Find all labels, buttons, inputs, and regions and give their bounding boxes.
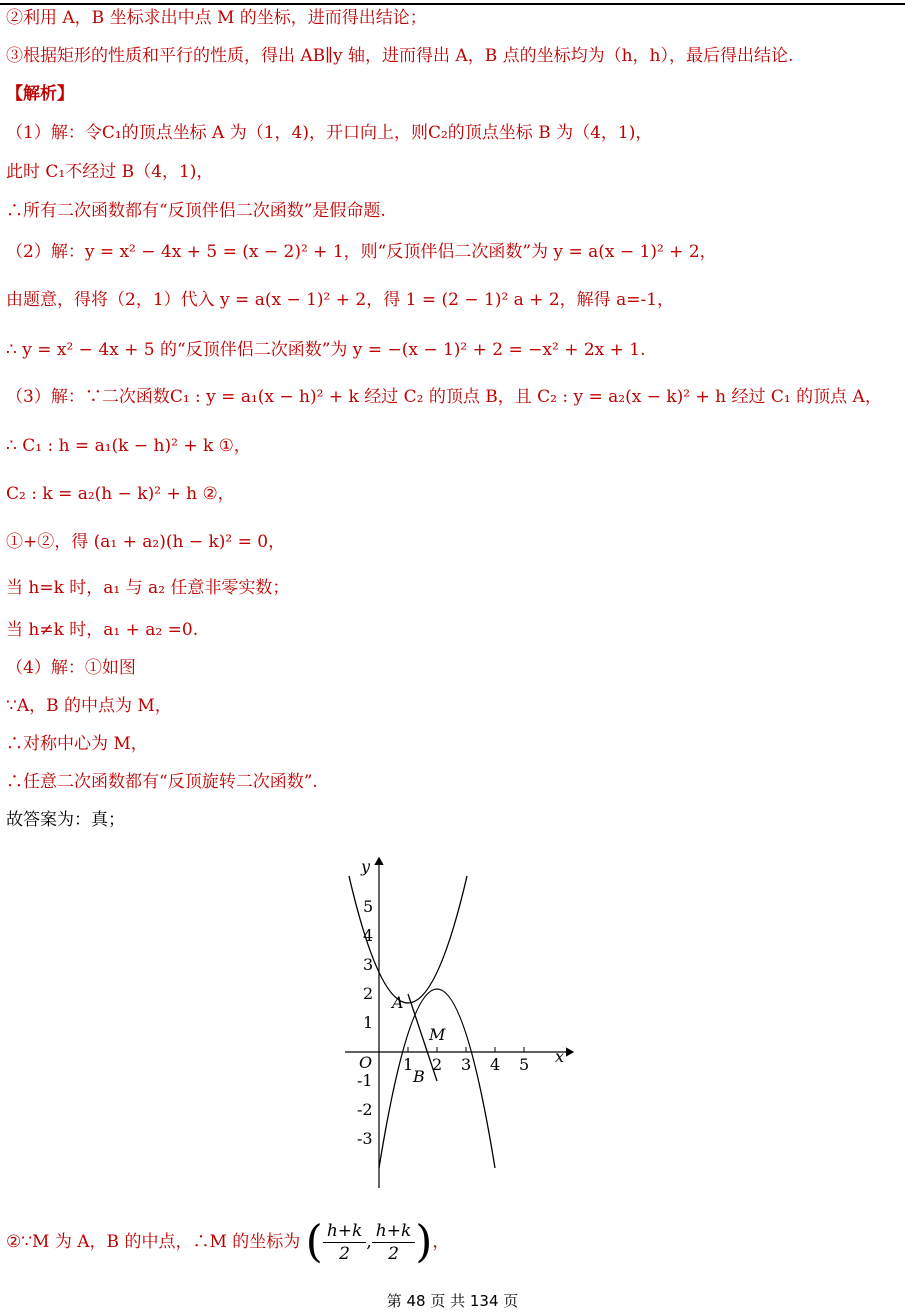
text-line-1: ②利用 A，B 坐标求出中点 M 的坐标，进而得出结论； — [6, 8, 427, 28]
text-line-8: 由题意，得将（2，1）代入 y = a(x − 1)² + 2，得 1 = (2 − 1)² a + 2，解得 a=-1， — [6, 290, 675, 310]
x-tick-1: 1 — [403, 1055, 414, 1074]
page-footer: 第 48 页 共 134 页 — [386, 1292, 519, 1310]
point-b-label: B — [413, 1067, 425, 1086]
fraction-y-numerator: h+k — [372, 1220, 416, 1243]
text-line-18: ∴对称中心为 M， — [6, 734, 148, 754]
y-tick-1: 1 — [363, 1013, 374, 1032]
y-tick-neg3: -3 — [357, 1129, 373, 1148]
midpoint-suffix: ， — [432, 1232, 450, 1252]
text-line-13: ①+②，得 (a₁ + a₂)(h − k)² = 0， — [6, 532, 286, 552]
text-line-20: 故答案为：真； — [6, 810, 125, 830]
text-line-7: （2）解：y = x² − 4x + 5 = (x − 2)² + 1，则“反顶伴侣二次函数”为 y = a(x − 1)² + 2， — [6, 242, 717, 262]
text-line-15: 当 h≠k 时，a₁ + a₂ =0. — [6, 620, 199, 640]
x-axis-label: x — [555, 1047, 565, 1066]
lower-parabola — [379, 989, 495, 1168]
midpoint-text: ②∵M 为 A，B 的中点，∴M 的坐标为 — [6, 1232, 301, 1252]
y-tick-3: 3 — [363, 955, 374, 974]
text-line-4: （1）解：令C₁的顶点坐标 A 为（1，4)，开口向上，则C₂的顶点坐标 B 为（4，1)， — [6, 123, 653, 143]
y-tick-neg2: -2 — [357, 1100, 373, 1119]
fraction-x-numerator: h+k — [323, 1220, 367, 1243]
fraction-y — [372, 1220, 416, 1265]
midpoint-line: ②∵M 为 A，B 的中点，∴M 的坐标为 ( $\frac{h+k}{2}$ , $\frac{h+k}{2}$ )， — [6, 1216, 450, 1268]
fraction-x — [323, 1220, 367, 1265]
x-tick-2: 2 — [432, 1055, 443, 1074]
point-m-label: M — [429, 1025, 446, 1044]
text-line-11: ∴ C₁ : h = a₁(k − h)² + k ①， — [6, 436, 251, 456]
y-axis-label: y — [361, 857, 371, 876]
y-tick-2: 2 — [363, 984, 374, 1003]
text-line-2: ③根据矩形的性质和平行的性质，得出 AB∥y 轴，进而得出 A，B 点的坐标均为（h，h），最后得出结论. — [6, 46, 794, 66]
y-tick-5: 5 — [363, 897, 374, 916]
fraction-y-denominator: 2 — [388, 1244, 399, 1264]
top-rule — [0, 3, 905, 5]
text-line-12: C₂ : k = a₂(h − k)² + h ②， — [6, 484, 235, 504]
text-line-14: 当 h=k 时，a₁ 与 a₂ 任意非零实数； — [6, 578, 290, 598]
text-line-9: ∴ y = x² − 4x + 5 的“反顶伴侣二次函数”为 y = −(x − 1)² + 2 = −x² + 2x + 1. — [6, 340, 646, 360]
point-a-label: A — [392, 993, 404, 1012]
x-tick-3: 3 — [461, 1055, 472, 1074]
text-line-17: ∵A，B 的中点为 M， — [6, 696, 172, 716]
y-tick-4: 4 — [363, 926, 374, 945]
text-line-10: （3）解：∵二次函数C₁ : y = a₁(x − h)² + k 经过 C₂ 的顶点 B，且 C₂ : y = a₂(x − k)² + h 经过 C₁ 的顶点 A， — [6, 387, 882, 407]
analysis-heading: 【解析】 — [6, 84, 74, 104]
x-tick-4: 4 — [490, 1055, 501, 1074]
x-tick-5: 5 — [519, 1055, 530, 1074]
parabola-graph — [325, 848, 585, 1200]
origin-label: O — [359, 1053, 373, 1072]
y-tick-neg1: -1 — [357, 1071, 373, 1090]
fraction-x-denominator: 2 — [339, 1244, 350, 1264]
text-line-16: （4）解：①如图 — [6, 658, 136, 678]
text-line-6: ∴所有二次函数都有“反顶伴侣二次函数”是假命题. — [6, 201, 386, 221]
text-line-5: 此时 C₁不经过 B（4，1)， — [6, 162, 214, 182]
text-line-19: ∴任意二次函数都有“反顶旋转二次函数”. — [6, 772, 318, 792]
